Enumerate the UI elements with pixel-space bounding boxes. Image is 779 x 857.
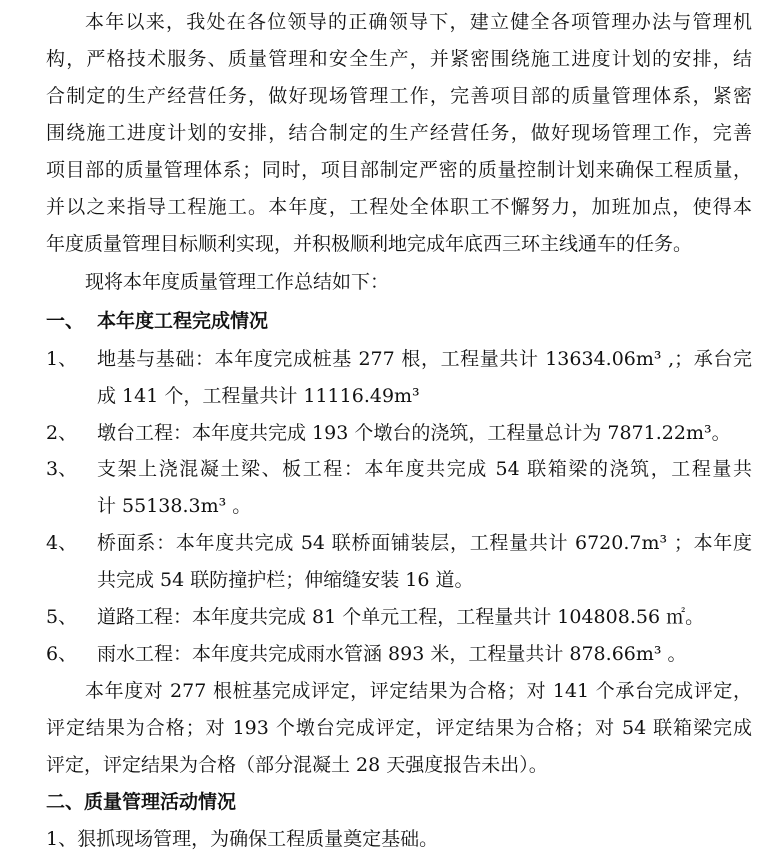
item-5-line-1: 道路工程：本年度共完成 81 个单元工程，工程量共计 104808.56 ㎡。 xyxy=(97,606,705,628)
section1-title: 本年度工程完成情况 xyxy=(97,310,269,332)
evaluation-line-3: 评定，评定结果为合格（部分混凝土 28 天强度报告未出）。 xyxy=(46,754,548,776)
item-6-number: 6、 xyxy=(46,643,78,665)
item-1-line-2: 成 141 个，工程量共计 11116.49m³ xyxy=(97,385,420,407)
item-4-line-2: 共完成 54 联防撞护栏；伸缩缝安装 16 道。 xyxy=(97,569,474,591)
intro-line-2: 构，严格技术服务、质量管理和安全生产，并紧密围绕施工进度计划的安排，结 xyxy=(46,48,752,70)
intro-line-3: 合制定的生产经营任务，做好现场管理工作，完善项目部的质量管理体系，紧密 xyxy=(46,85,752,107)
section1-number: 一、 xyxy=(46,310,85,332)
intro-line-6: 并以之来指导工程施工。本年度，工程处全体职工不懈努力，加班加点，使得本 xyxy=(46,196,752,218)
summary-lead: 现将本年度质量管理工作总结如下： xyxy=(85,271,390,293)
item-6-line-1: 雨水工程：本年度共完成雨水管涵 893 米，工程量共计 878.66m³ 。 xyxy=(97,643,687,665)
section2-title: 二、质量管理活动情况 xyxy=(46,791,237,813)
item-5-number: 5、 xyxy=(46,606,78,628)
item-2-line-1: 墩台工程：本年度共完成 193 个墩台的浇筑，工程量总计为 7871.22m³。 xyxy=(97,422,731,444)
intro-line-5: 项目部的质量管理体系；同时，项目部制定严密的质量控制计划来确保工程质量， xyxy=(46,159,752,181)
item-2-number: 2、 xyxy=(46,422,78,444)
intro-line-1: 本年以来，我处在各位领导的正确领导下，建立健全各项管理办法与管理机 xyxy=(85,11,752,33)
evaluation-line-1: 本年度对 277 根桩基完成评定，评定结果为合格；对 141 个承台完成评定， xyxy=(85,680,752,702)
item-1-number: 1、 xyxy=(46,348,78,370)
item-3-line-1: 支架上浇混凝土梁、板工程：本年度共完成 54 联箱梁的浇筑，工程量共 xyxy=(97,458,752,480)
item-4-line-1: 桥面系：本年度共完成 54 联桥面铺装层，工程量共计 6720.7m³ ；本年度 xyxy=(97,532,752,554)
item-3-number: 3、 xyxy=(46,458,78,480)
item-3-line-2: 计 55138.3m³ 。 xyxy=(97,495,252,517)
section2-item-1: 1、狠抓现场管理，为确保工程质量奠定基础。 xyxy=(46,828,439,850)
item-1-line-1: 地基与基础：本年度完成桩基 277 根，工程量共计 13634.06m³ ,；承台完 xyxy=(97,348,752,370)
evaluation-line-2: 评定结果为合格；对 193 个墩台完成评定，评定结果为合格；对 54 联箱梁完成 xyxy=(46,717,752,739)
item-4-number: 4、 xyxy=(46,532,78,554)
intro-line-4: 围绕施工进度计划的安排，结合制定的生产经营任务，做好现场管理工作，完善 xyxy=(46,122,752,144)
intro-line-7: 年度质量管理目标顺利实现，并积极顺利地完成年底西三环主线通车的任务。 xyxy=(46,233,693,255)
